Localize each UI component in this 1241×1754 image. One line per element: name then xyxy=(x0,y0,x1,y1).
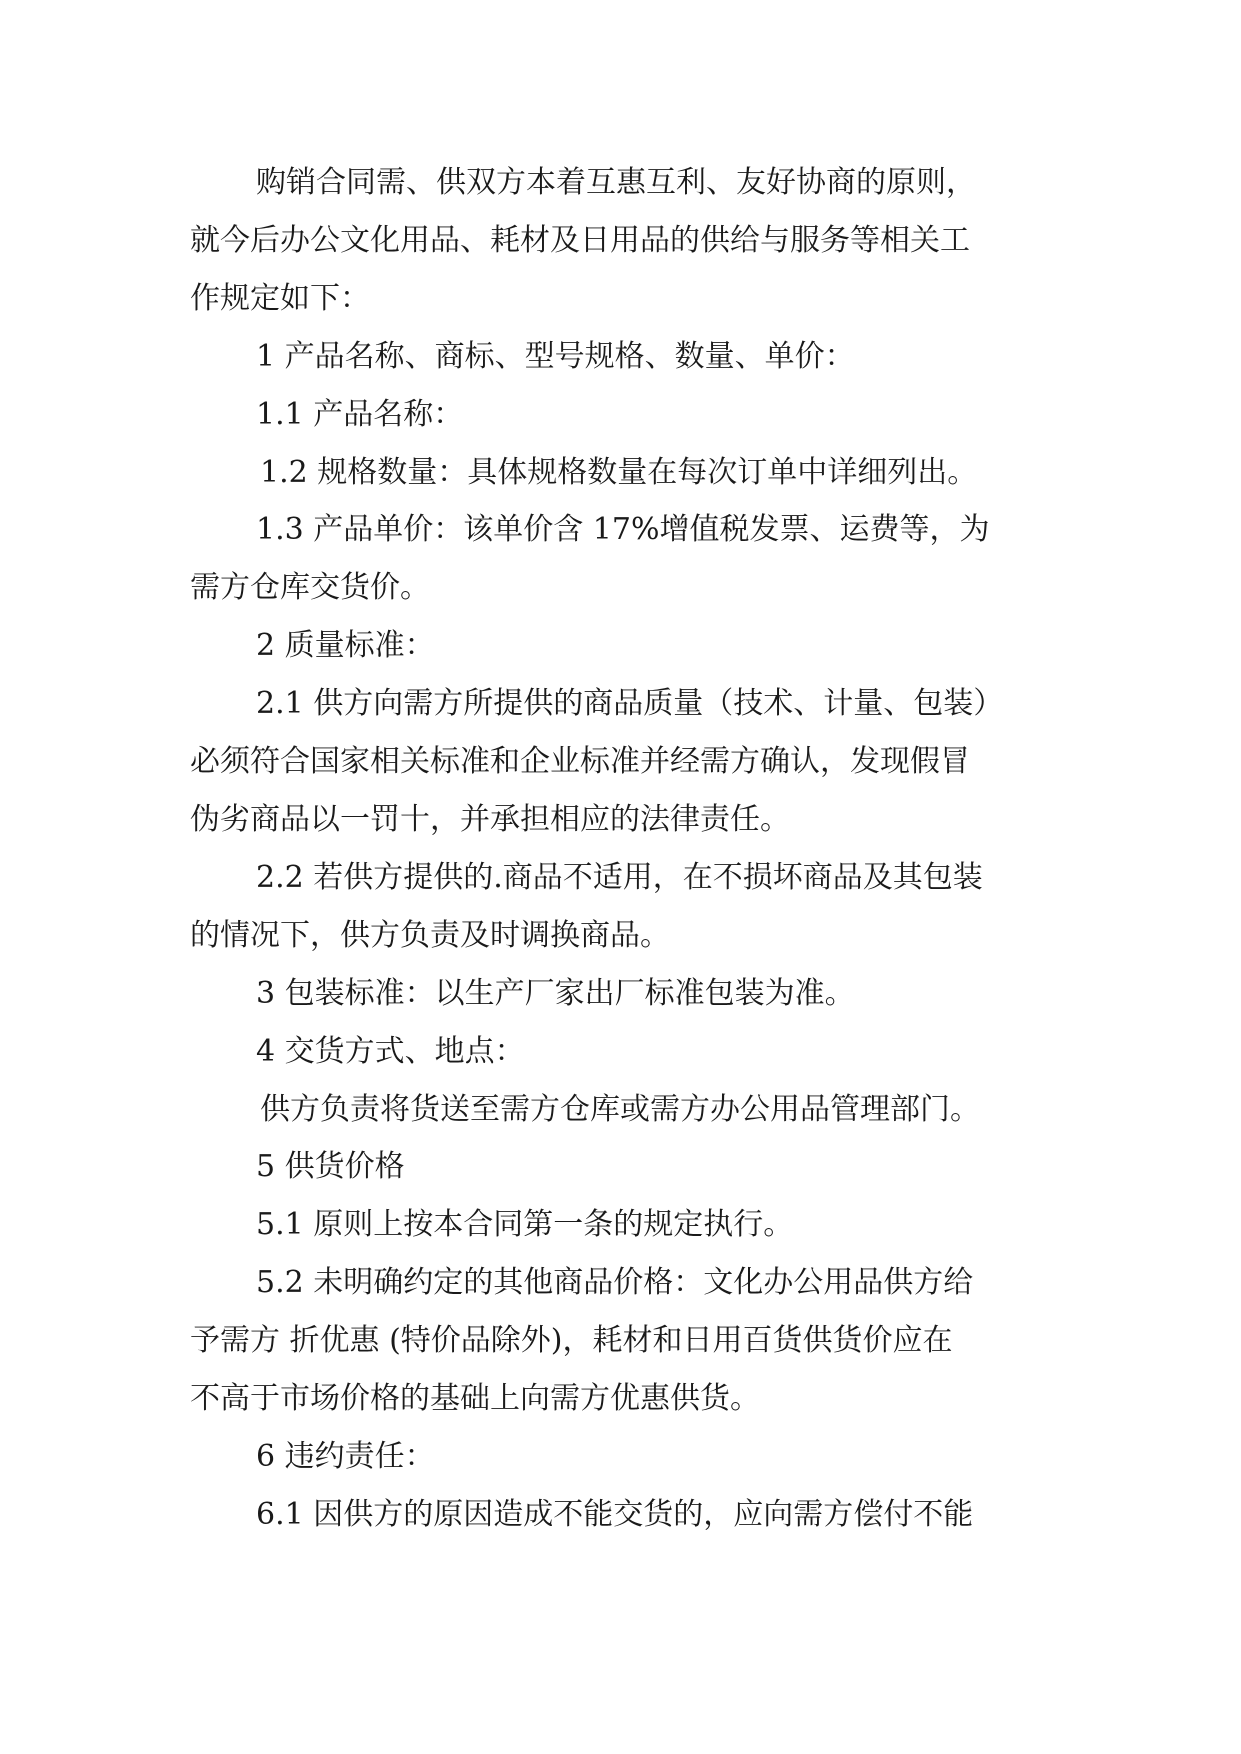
clause-1-2: 1.2 规格数量：具体规格数量在每次订单中详细列出。 xyxy=(260,454,978,490)
paragraph-intro-line-2: 就今后办公文化用品、耗材及日用品的供给与服务等相关工 xyxy=(190,222,970,258)
clause-5-2-line-3: 不高于市场价格的基础上向需方优惠供货。 xyxy=(190,1381,760,1417)
clause-5-1: 5.1 原则上按本合同第一条的规定执行。 xyxy=(256,1207,794,1243)
clause-5-2-line-1: 5.2 未明确约定的其他商品价格：文化办公用品供方给 xyxy=(256,1265,974,1301)
clause-2-1-line-3: 伪劣商品以一罚十，并承担相应的法律责任。 xyxy=(190,801,790,837)
clause-2-1-line-2: 必须符合国家相关标准和企业标准并经需方确认，发现假冒 xyxy=(190,744,970,780)
clause-1-1: 1.1 产品名称： xyxy=(256,396,464,432)
clause-5-2-line-2: 予需方 折优惠 (特价品除外)，耗材和日用百货供货价应在 xyxy=(190,1323,953,1359)
section-2-heading: 2 质量标准： xyxy=(256,628,435,664)
paragraph-intro-line-1: 购销合同需、供双方本着互惠互利、友好协商的原则， xyxy=(256,165,976,200)
section-6-heading: 6 违约责任： xyxy=(256,1438,435,1474)
section-4-body: 供方负责将货送至需方仓库或需方办公用品管理部门。 xyxy=(260,1091,980,1127)
clause-2-1-line-1: 2.1 供方向需方所提供的商品质量（技术、计量、包装） xyxy=(256,686,1004,722)
clause-1-3-line-2: 需方仓库交货价。 xyxy=(190,570,430,606)
clause-2-2-line-2: 的情况下，供方负责及时调换商品。 xyxy=(190,917,670,953)
paragraph-intro-line-3: 作规定如下： xyxy=(190,280,370,316)
section-1-heading: 1 产品名称、商标、型号规格、数量、单价： xyxy=(256,338,855,374)
clause-6-1-line-1: 6.1 因供方的原因造成不能交货的，应向需方偿付不能 xyxy=(256,1496,974,1532)
document-body xyxy=(190,154,1050,1544)
section-5-heading: 5 供货价格 xyxy=(256,1149,405,1185)
section-3-heading: 3 包装标准：以生产厂家出厂标准包装为准。 xyxy=(256,975,855,1011)
clause-1-3-line-1: 1.3 产品单价：该单价含 17%增值税发票、运费等，为 xyxy=(256,512,990,548)
clause-2-2-line-1: 2.2 若供方提供的.商品不适用，在不损坏商品及其包装 xyxy=(256,859,983,895)
section-4-heading: 4 交货方式、地点： xyxy=(256,1033,525,1069)
